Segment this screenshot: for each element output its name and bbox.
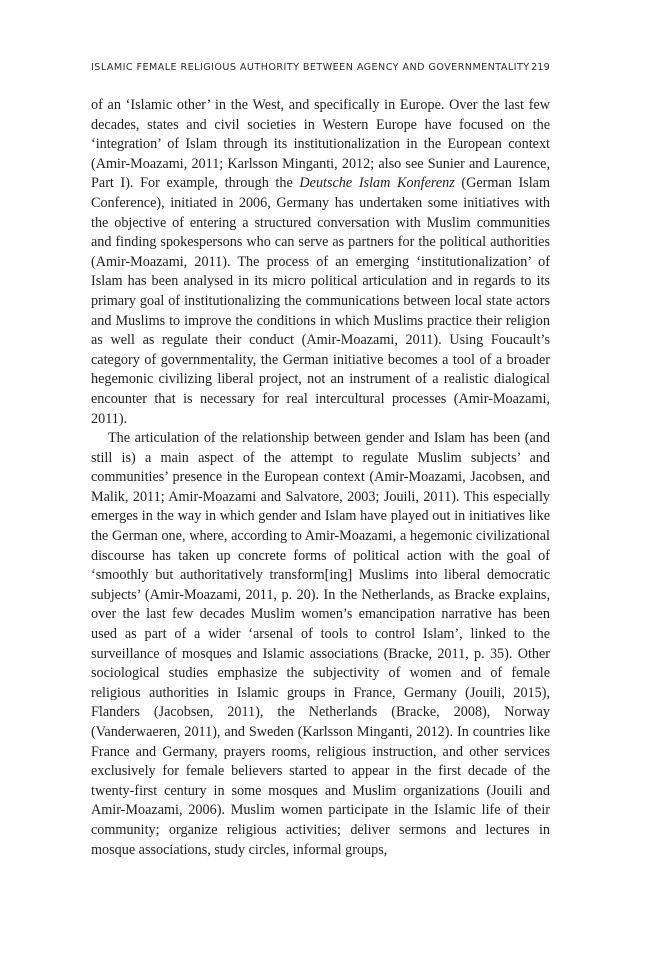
running-title: ISLAMIC FEMALE RELIGIOUS AUTHORITY BETWEEN AGENCY AND GOVERNMENTALITY xyxy=(91,62,530,73)
paragraph-1-text-a: of an ‘Islamic other’ in the West, and specifically in Europe. Over the last few decades, states and civil societies in Western Europe have focused on the ‘integration’ of Islam through its institutionalization in the European context (Amir-Moazami, 2011; Karlsson Minganti, 2012; also see Sunier and Laurence, Part I). For example, through the xyxy=(91,97,550,192)
paragraph-1-text-b: (German Islam Conference), initiated in 2006, Germany has undertaken some initiatives with the objective of entering a structured conversation with Muslim communities and finding spokespersons who can serve as partners for the political authorities (Amir-Moazami, 2011). The process of an emerging ‘institutionalization’ of Islam has been analysed in its micro political articulation and in regards to its primary goal of institutionalizing the communications between local state actors and Muslims to improve the conditions in which Muslims practice their religion as well as regulate their conduct (Amir-Moazami, 2011). Using Foucault’s category of governmentality, the German initiative becomes a tool of a broader hegemonic civilizing liberal project, not an instrument of a realistic dialogical encounter that is necessary for real intercultural processes (Amir-Moazami, 2011). xyxy=(91,175,550,427)
paragraph-2: The articulation of the relationship between gender and Islam has been (and still is) a main aspect of the attempt to regulate Muslim subjects’ and communities’ presence in the European context (Amir-Moazami, Jacobsen, and Malik, 2011; Amir-Moazami and Salvatore, 2003; Jouili, 2011). This especially emerges in the way in which gender and Islam have played out in initiatives like the German one, where, according to Amir-Moazami, a hegemonic civilizational discourse has taken up concrete forms of political action with the goal of ‘smoothly but authoritatively transform[ing] Muslims into liberal democratic subjects’ (Amir-Moazami, 2011, p. 20). In the Netherlands, as Bracke explains, over the last few decades Muslim women’s emancipation narrative has been used as part of a wider ‘arsenal of tools to control Islam’, linked to the surveillance of mosques and Islamic associations (Bracke, 2011, p. 35). Other sociological studies emphasize the subjectivity of women and of female religious authorities in Islamic groups in France, Germany (Jouili, 2015), Flanders (Jacobsen, 2011), the Netherlands (Bracke, 2008), Norway (Vanderwaeren, 2011), and Sweden (Karlsson Minganti, 2012). In countries like France and Germany, prayers rooms, religious instruction, and other services exclusively for female believers started to appear in the first decade of the twenty-first century in some mosques and Muslim organizations (Jouili and Amir-Moazami, 2006). Muslim women participate in the Islamic life of their community; organize religious activities; deliver sermons and lectures in mosque associations, study circles, informal groups, xyxy=(91,430,550,858)
paragraph-1 xyxy=(91,96,550,429)
page-number: 219 xyxy=(531,62,550,73)
body-text xyxy=(91,96,550,860)
running-head xyxy=(91,62,550,73)
italic-title-deutsche-islam-konferenz: Deutsche Islam Konferenz xyxy=(299,175,455,192)
